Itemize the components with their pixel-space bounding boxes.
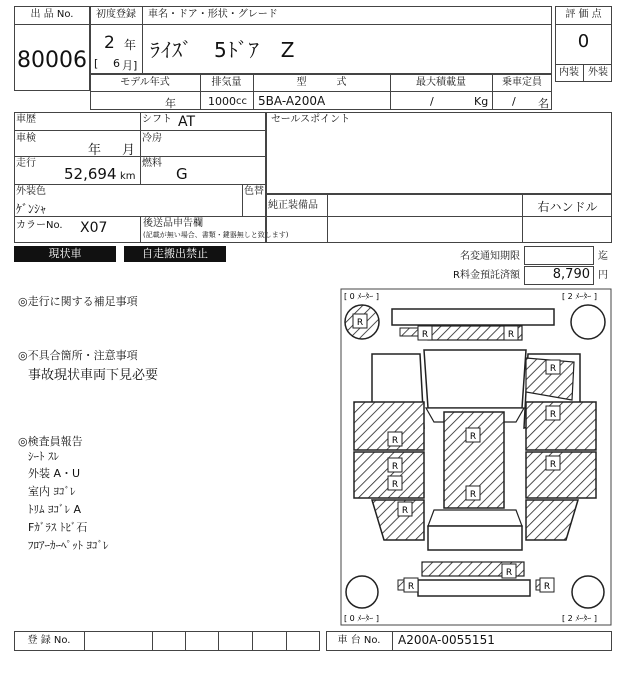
replacement-mark xyxy=(546,456,560,470)
meter-label-top-right: [ 2 ﾒｰﾀｰ ] xyxy=(562,292,597,301)
recycle-fee-unit: 円 xyxy=(598,270,608,281)
svg-text:R: R xyxy=(407,582,415,592)
model-code-value: 5BA-A200A xyxy=(258,94,326,108)
inspector-report-title: ◎検査員報告 xyxy=(18,435,83,448)
aircon-label: 冷房 xyxy=(142,133,162,144)
exterior-color-label: 外装色 xyxy=(16,186,46,197)
replacement-mark xyxy=(418,326,432,340)
score-label: 評 価 点 xyxy=(565,9,602,20)
exterior-score-label: 外装 xyxy=(588,67,608,78)
meter-label-bottom-right: [ 2 ﾒｰﾀｰ ] xyxy=(562,614,597,623)
car-name-value: ﾗｲｽﾞ 5ﾄﾞｱ Z xyxy=(150,38,296,62)
replacement-mark xyxy=(388,476,402,490)
max-load-unit: Kg xyxy=(474,95,489,108)
svg-text:R: R xyxy=(505,568,513,578)
rear-right-tire xyxy=(572,576,604,608)
replacement-mark xyxy=(466,486,480,500)
max-load-slash: / xyxy=(430,95,434,108)
score-value: 0 xyxy=(577,31,590,52)
name-change-deadline-unit: 迄 xyxy=(598,251,608,262)
svg-text:R: R xyxy=(549,460,557,470)
capacity-unit: 名 xyxy=(538,97,549,110)
replacement-mark xyxy=(502,564,516,578)
defects-title: ◎不具合箇所・注意事項 xyxy=(18,349,138,362)
replacement-mark xyxy=(546,360,560,374)
chassis-number-value: A200A-0055151 xyxy=(398,633,495,647)
svg-text:R: R xyxy=(543,582,551,592)
sales-point-label: セールスポイント xyxy=(271,114,351,125)
svg-text:R: R xyxy=(507,330,515,340)
inspector-line: ﾄﾘﾑ ﾖｺﾞﾚ A xyxy=(28,503,82,516)
fuel-value: G xyxy=(176,165,188,183)
svg-text:R: R xyxy=(391,480,399,490)
displacement-unit: cc xyxy=(236,96,247,107)
defects-text: 事故現状車両下見必要 xyxy=(28,368,159,383)
lot-number-value: 80006 xyxy=(17,48,87,73)
inspector-line: 室内 ﾖｺﾞﾚ xyxy=(28,485,76,498)
replacement-mark xyxy=(540,578,554,592)
exterior-color-value: ｹﾞﾝｼｬ xyxy=(16,202,47,216)
right-front-door xyxy=(526,402,596,450)
replacement-mark xyxy=(388,458,402,472)
car-damage-diagram xyxy=(340,288,612,626)
recycle-fee-label: R料金預託済額 xyxy=(453,270,520,281)
meter-label-bottom-left: [ 0 ﾒｰﾀｰ ] xyxy=(344,614,379,623)
name-change-deadline-label: 名変通知期限 xyxy=(460,251,520,262)
rear-bumper xyxy=(418,580,530,596)
genuine-equipment-label: 純正装備品 xyxy=(268,200,318,211)
inspection-label: 車検 xyxy=(16,133,36,144)
model-year-label: モデル年式 xyxy=(120,77,170,88)
recycle-fee-value: 8,790 xyxy=(552,267,590,282)
post-documents-note: (記載が無い場合、書類・鍵器無しと致します) xyxy=(143,231,289,239)
no-self-drive-badge: 自走搬出禁止 xyxy=(124,246,226,262)
chassis-number-label: 車 台 No. xyxy=(337,635,381,646)
inspector-line: 外装 A・U xyxy=(28,467,81,480)
steering-value: 右ハンドル xyxy=(537,200,598,214)
svg-text:R: R xyxy=(549,364,557,374)
model-year-unit: 年 xyxy=(165,97,176,110)
current-car-badge: 現状車 xyxy=(14,246,116,262)
post-documents-label: 後送品申告欄 xyxy=(143,218,203,229)
first-registration-month-close: 月] xyxy=(122,59,138,72)
car-name-label: 車名・ドア・形状・グレード xyxy=(148,9,278,20)
mileage-value: 52,694 xyxy=(64,165,117,183)
hood xyxy=(424,350,526,408)
inspector-line: ｼｰﾄ ｽﾚ xyxy=(28,450,59,463)
replacement-mark xyxy=(504,326,518,340)
meter-label-top-left: [ 0 ﾒｰﾀｰ ] xyxy=(344,292,379,301)
replacement-mark xyxy=(466,428,480,442)
inspection-month-unit: 月 xyxy=(122,143,136,158)
displacement-label: 排気量 xyxy=(211,77,242,88)
shift-value: AT xyxy=(178,114,196,130)
driving-notes-title: ◎走行に関する補足事項 xyxy=(18,295,138,308)
svg-text:R: R xyxy=(421,330,429,340)
replacement-mark xyxy=(388,432,402,446)
svg-text:R: R xyxy=(549,410,557,420)
lot-number-label: 出 品 No. xyxy=(30,9,74,20)
svg-text:R: R xyxy=(391,462,399,472)
svg-text:R: R xyxy=(469,490,477,500)
mileage-label: 走行 xyxy=(16,158,36,169)
color-no-value: X07 xyxy=(80,220,108,236)
first-registration-month-open: [ xyxy=(94,57,99,70)
front-right-tire xyxy=(571,305,605,339)
rear-left-tire xyxy=(346,576,378,608)
fuel-label: 燃料 xyxy=(142,158,162,169)
model-code-label: 型 式 xyxy=(296,77,347,88)
shift-label: シフト xyxy=(142,114,172,125)
max-load-label: 最大積載量 xyxy=(416,77,466,88)
capacity-label: 乗車定員 xyxy=(502,77,542,88)
svg-text:R: R xyxy=(356,318,364,328)
first-registration-month: 6 xyxy=(113,57,120,70)
first-registration-year: 2 xyxy=(104,33,115,53)
mileage-unit: km xyxy=(120,171,136,182)
color-change-label: 色替 xyxy=(244,186,264,197)
inspection-year-unit: 年 xyxy=(88,143,102,158)
front-bumper xyxy=(392,309,554,325)
history-label: 車歴 xyxy=(16,114,36,125)
svg-text:R: R xyxy=(401,506,409,516)
displacement-value: 1000 xyxy=(208,95,236,108)
trunk xyxy=(428,526,522,550)
first-registration-year-unit: 年 xyxy=(124,38,137,52)
inspector-line: ﾌﾛｱｰｶｰﾍﾟｯﾄ ﾖｺﾞﾚ xyxy=(28,539,109,552)
capacity-slash: / xyxy=(512,95,516,108)
color-no-label: カラーNo. xyxy=(16,220,63,231)
right-rear-door xyxy=(526,452,596,498)
registration-number-label: 登 録 No. xyxy=(27,635,71,646)
replacement-mark xyxy=(404,578,418,592)
interior-score-label: 内装 xyxy=(559,67,579,78)
replacement-mark xyxy=(546,406,560,420)
svg-text:R: R xyxy=(391,436,399,446)
svg-text:R: R xyxy=(469,432,477,442)
replacement-mark xyxy=(398,502,412,516)
rear-window xyxy=(428,510,522,526)
inspector-line: Fｶﾞﾗｽ ﾄﾋﾞ石 xyxy=(28,521,88,534)
first-registration-label: 初度登録 xyxy=(96,9,136,20)
name-change-deadline-box xyxy=(524,246,594,265)
front-bumper-strip xyxy=(400,328,420,336)
replacement-mark xyxy=(353,314,367,328)
